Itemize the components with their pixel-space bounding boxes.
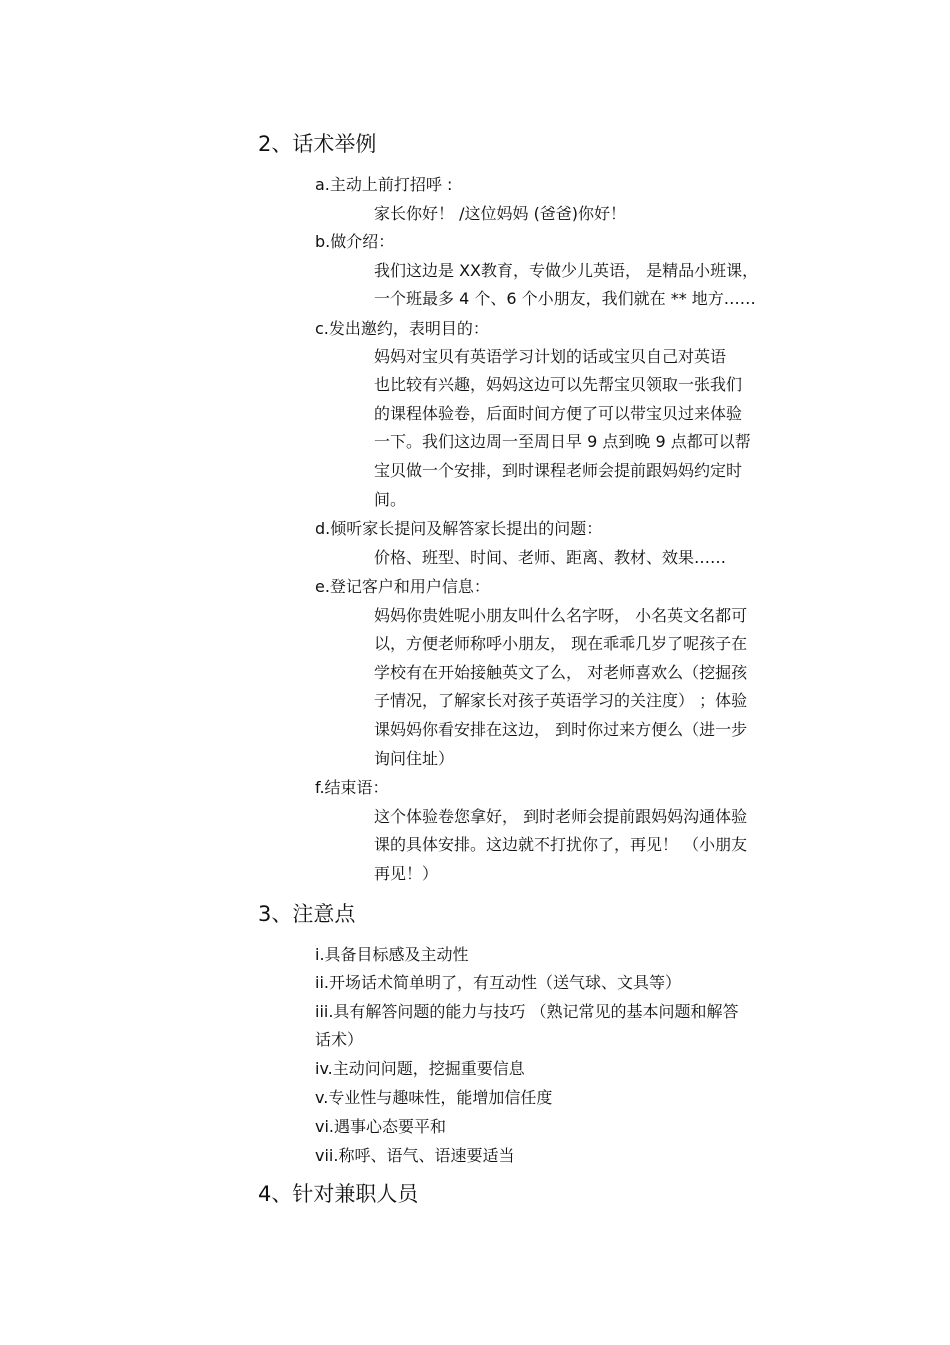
item-e-line: 以，方便老师称呼小朋友， 现在乖乖几岁了呢孩子在 (374, 634, 748, 653)
item-c-line: 宝贝做一个安排，到时课程老师会提前跟妈妈约定时 (374, 461, 743, 480)
item-b-label: b.做介绍： (315, 232, 395, 251)
note-item: ii.开场话术简单明了，有互动性（送气球、文具等） (315, 973, 681, 992)
item-c-label: c.发出邀约，表明目的： (315, 319, 489, 338)
item-e-line: 课妈妈你看安排在这边， 到时你过来方便么（进一步 (374, 720, 748, 739)
item-c-line: 间。 (374, 490, 407, 509)
item-e-line: 子情况，了解家长对孩子英语学习的关注度） ；体验 (374, 691, 748, 710)
section-3-heading: 3、注意点 (258, 902, 356, 926)
section-4-heading: 4、针对兼职人员 (258, 1182, 419, 1206)
item-c-line: 一下。我们这边周一至周日早 9 点到晚 9 点都可以帮 (374, 432, 751, 451)
item-c-line: 的课程体验卷，后面时间方便了可以带宝贝过来体验 (374, 404, 743, 423)
item-f-label: f.结束语： (315, 778, 389, 797)
item-a-line: 家长你好！ /这位妈妈 (爸爸)你好！ (374, 204, 627, 223)
item-d-line: 价格、班型、时间、老师、距离、教材、效果…… (374, 548, 727, 567)
item-d-label: d.倾听家长提问及解答家长提出的问题： (315, 519, 603, 538)
item-b-line: 我们这边是 XX教育，专做少儿英语， 是精品小班课， (374, 261, 759, 280)
item-c-line: 妈妈对宝贝有英语学习计划的话或宝贝自己对英语 (374, 347, 727, 366)
item-a-label: a.主动上前打招呼 : (315, 175, 453, 194)
note-item: i.具备目标感及主动性 (315, 945, 469, 964)
section-2-heading: 2、话术举例 (258, 132, 377, 156)
item-e-line: 妈妈你贵姓呢小朋友叫什么名字呀， 小名英文名都可 (374, 606, 748, 625)
note-item: iv.主动问问题，挖掘重要信息 (315, 1059, 525, 1078)
item-c-line: 也比较有兴趣，妈妈这边可以先帮宝贝领取一张我们 (374, 375, 743, 394)
item-e-line: 询问住址） (374, 749, 455, 768)
note-item: vi.遇事心态要平和 (315, 1117, 447, 1136)
note-item: 话术） (315, 1030, 364, 1049)
item-f-line: 课的具体安排。这边就不打扰你了，再见！ （小朋友 (374, 835, 748, 854)
note-item: v.专业性与趣味性，能增加信任度 (315, 1088, 553, 1107)
item-b-line: 一个班最多 4 个、6 个小朋友，我们就在 ** 地方…… (374, 289, 756, 308)
item-e-label: e.登记客户和用户信息： (315, 577, 490, 596)
item-e-line: 学校有在开始接触英文了么， 对老师喜欢么（挖掘孩 (374, 663, 748, 682)
note-item: iii.具有解答问题的能力与技巧 （熟记常见的基本问题和解答 (315, 1002, 739, 1021)
item-f-line: 这个体验卷您拿好， 到时老师会提前跟妈妈沟通体验 (374, 807, 748, 826)
note-item: vii.称呼、语气、语速要适当 (315, 1146, 515, 1165)
item-f-line: 再见！） (374, 864, 439, 883)
